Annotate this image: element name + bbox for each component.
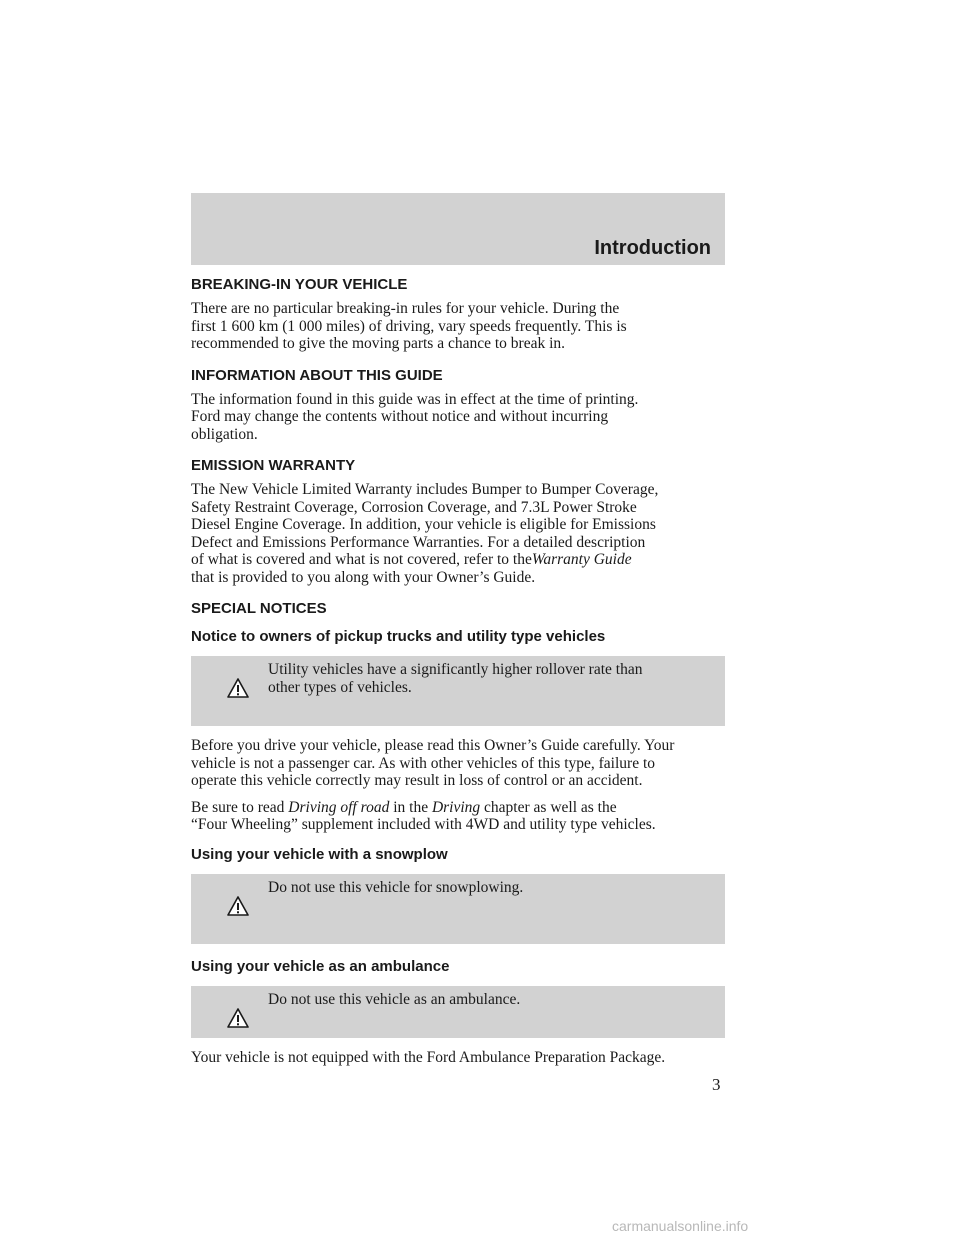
text-line: Ford may change the contents without notice and without incurring — [191, 408, 609, 425]
text-line: Before you drive your vehicle, please read this Owner’s Guide carefully. Your — [191, 737, 675, 754]
guide-info-heading: INFORMATION ABOUT THIS GUIDE — [191, 366, 443, 384]
off-road-reference-paragraph — [191, 799, 725, 834]
warning-icon — [227, 1008, 249, 1028]
text-line: The New Vehicle Limited Warranty includes Bumper to Bumper Coverage, — [191, 481, 659, 498]
text-line: Safety Restraint Coverage, Corrosion Coverage, and 7.3L Power Stroke — [191, 498, 637, 516]
page-content — [191, 276, 725, 1066]
emission-warranty-text — [191, 481, 725, 586]
text-line: “Four Wheeling” supplement included with 4WD and utility type vehicles. — [191, 816, 656, 833]
chapter-title: Introduction — [594, 237, 711, 259]
guide-info-text — [191, 391, 725, 444]
ambulance-subheading: Using your vehicle as an ambulance — [191, 957, 450, 975]
text-line: vehicle is not a passenger car. As with other vehicles of this type, failure to — [191, 754, 656, 772]
driving-chapter-ref: Driving — [431, 798, 481, 816]
text-line: Defect and Emissions Performance Warranties. For a detailed description — [191, 533, 646, 551]
breaking-in-text — [191, 300, 725, 353]
text-line: of what is covered and what is not covered, refer to the — [191, 551, 532, 568]
warranty-guide-ref: Warranty Guide — [531, 551, 632, 568]
text-line: obligation. — [191, 425, 258, 443]
driving-off-road-ref: Driving off road — [288, 798, 390, 816]
pickup-notice-subheading: Notice to owners of pickup trucks and utility type vehicles — [191, 628, 606, 645]
rollover-warning-text — [268, 661, 705, 696]
chapter-header-band — [191, 193, 725, 265]
ambulance-note: Your vehicle is not equipped with the Ford Ambulance Preparation Package. — [191, 1048, 666, 1066]
text-line: other types of vehicles. — [268, 678, 412, 696]
page-number: 3 — [712, 1075, 721, 1094]
text-fragment: Be sure to read — [191, 798, 285, 816]
snowplow-warning-box — [191, 874, 725, 944]
warning-icon — [227, 678, 249, 698]
snowplow-subheading: Using your vehicle with a snowplow — [191, 845, 448, 863]
text-line: Utility vehicles have a significantly higher rollover rate than — [268, 661, 643, 678]
pickup-notice-paragraph — [191, 737, 725, 790]
rollover-warning-box — [191, 656, 725, 726]
emission-warranty-heading: EMISSION WARRANTY — [191, 457, 356, 474]
text-line: first 1 600 km (1 000 miles) of driving, vary speeds frequently. This is — [191, 317, 627, 335]
snowplow-warning-text: Do not use this vehicle for snowplowing. — [268, 878, 524, 896]
ambulance-warning-text: Do not use this vehicle as an ambulance. — [268, 990, 521, 1008]
text-line: Diesel Engine Coverage. In addition, your vehicle is eligible for Emissions — [191, 516, 656, 533]
text-line: There are no particular breaking-in rules for your vehicle. During the — [191, 300, 620, 317]
ambulance-warning-box — [191, 986, 725, 1038]
special-notices-heading: SPECIAL NOTICES — [191, 600, 327, 617]
text-line: The information found in this guide was in effect at the time of printing. — [191, 390, 639, 408]
text-line: operate this vehicle correctly may result in loss of control or an accident. — [191, 772, 643, 789]
text-fragment: in the — [393, 798, 429, 816]
text-line: that is provided to you along with your Owner’s Guide. — [191, 568, 536, 586]
text-fragment: chapter as well as the — [484, 798, 617, 816]
text-line: recommended to give the moving parts a chance to break in. — [191, 335, 566, 352]
breaking-in-heading: BREAKING-IN YOUR VEHICLE — [191, 276, 408, 293]
watermark-text: carmanualsonline.info — [612, 1218, 749, 1234]
warning-icon — [227, 896, 249, 916]
